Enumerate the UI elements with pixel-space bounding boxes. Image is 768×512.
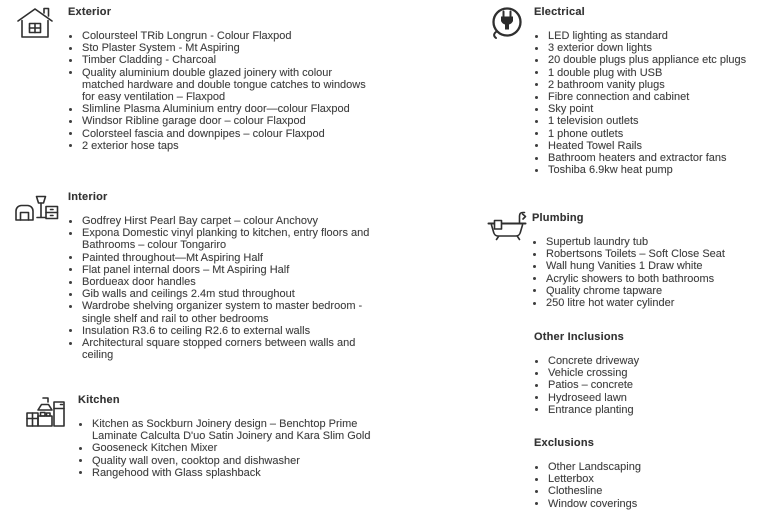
spec-item: Bathroom heaters and extractor fans: [534, 152, 762, 164]
house-icon: [15, 6, 68, 40]
section-other-inclusions: [534, 331, 760, 416]
spec-item: Gooseneck Kitchen Mixer: [78, 442, 400, 454]
section-title-exterior: Exterior: [68, 6, 112, 18]
spec-item: 250 litre hot water cylinder: [532, 297, 760, 309]
electrical-items: [534, 30, 762, 176]
interior-items: [68, 215, 370, 361]
spec-item: Fibre connection and cabinet: [534, 91, 762, 103]
spec-item: Bordueax door handles: [68, 276, 370, 288]
spec-item: Clothesline: [534, 485, 760, 497]
section-title-kitchen: Kitchen: [78, 394, 120, 406]
spec-item: 1 television outlets: [534, 115, 762, 127]
spec-item: Letterbox: [534, 473, 760, 485]
other-inclusions-items: [534, 355, 760, 416]
spec-item: Expona Domestic vinyl planking to kitchen, entry floors and Bathrooms – colour Tongariro: [68, 227, 370, 251]
kitchen-items: [78, 418, 400, 479]
spec-item: Patios – concrete: [534, 379, 760, 391]
spec-item: Sto Plaster System - Mt Aspiring: [68, 42, 370, 54]
spec-item: Supertub laundry tub: [532, 236, 760, 248]
spec-item: Window coverings: [534, 498, 760, 510]
spec-item: LED lighting as standard: [534, 30, 762, 42]
section-title-plumbing: Plumbing: [532, 212, 584, 224]
spec-item: Flat panel internal doors – Mt Aspiring Half: [68, 264, 370, 276]
spec-item: Quality chrome tapware: [532, 285, 760, 297]
spec-item: Sky point: [534, 103, 762, 115]
spec-item: Toshiba 6.9kw heat pump: [534, 164, 762, 176]
section-electrical: [488, 6, 763, 176]
spec-item: Robertsons Toilets – Soft Close Seat: [532, 248, 760, 260]
kitchen-icon: [25, 394, 78, 430]
spec-item: Quality aluminium double glazed joinery with colour matched hardware and double tongue catches to windows for easy ventilation – Flaxpod: [68, 67, 370, 104]
section-title-exclusions: Exclusions: [534, 437, 595, 449]
spec-item: 3 exterior down lights: [534, 42, 762, 54]
exterior-items: [68, 30, 370, 152]
spec-item: Insulation R3.6 to ceiling R2.6 to external walls: [68, 325, 370, 337]
spec-item: 20 double plugs plus appliance etc plugs: [534, 54, 762, 66]
spec-item: Colorsteel fascia and downpipes – colour Flaxpod: [68, 128, 370, 140]
section-title-interior: Interior: [68, 191, 108, 203]
section-plumbing: [486, 212, 763, 309]
spec-item: Hydroseed lawn: [534, 392, 760, 404]
spec-item: Coloursteel TRib Longrun - Colour Flaxpod: [68, 30, 370, 42]
furniture-icon: [13, 191, 68, 223]
spec-item: 1 phone outlets: [534, 128, 762, 140]
spec-item: Gib walls and ceilings 2.4m stud throughout: [68, 288, 370, 300]
spec-item: Slimline Plasma Aluminium entry door—colour Flaxpod: [68, 103, 370, 115]
spec-item: Vehicle crossing: [534, 367, 760, 379]
spec-item: Timber Cladding - Charcoal: [68, 54, 370, 66]
spec-item: 2 exterior hose taps: [68, 140, 370, 152]
spec-item: Heated Towel Rails: [534, 140, 762, 152]
bathtub-icon: [486, 209, 532, 241]
spec-item: Godfrey Hirst Pearl Bay carpet – colour Anchovy: [68, 215, 370, 227]
spec-item: Windsor Ribline garage door – colour Flaxpod: [68, 115, 370, 127]
spec-item: Painted throughout—Mt Aspiring Half: [68, 252, 370, 264]
spec-item: Other Landscaping: [534, 461, 760, 473]
section-exclusions: [534, 437, 760, 510]
spec-item: 1 double plug with USB: [534, 67, 762, 79]
spec-item: Kitchen as Sockburn Joinery design – Benchtop Prime Laminate Calculta D'uo Satin Joinery and Kara Slim Gold: [78, 418, 400, 442]
section-interior: [13, 191, 415, 361]
plug-icon: [488, 4, 534, 42]
spec-item: Concrete driveway: [534, 355, 760, 367]
plumbing-items: [532, 236, 760, 309]
exclusions-items: [534, 461, 760, 510]
section-title-other-inclusions: Other Inclusions: [534, 331, 624, 343]
spec-item: Quality wall oven, cooktop and dishwasher: [78, 455, 400, 467]
spec-item: Entrance planting: [534, 404, 760, 416]
spec-item: Wall hung Vanities 1 Draw white: [532, 260, 760, 272]
spec-item: Rangehood with Glass splashback: [78, 467, 400, 479]
section-kitchen: [25, 394, 425, 479]
spec-item: Architectural square stopped corners between walls and ceiling: [68, 337, 370, 361]
spec-item: Acrylic showers to both bathrooms: [532, 273, 760, 285]
spec-item: Wardrobe shelving organizer system to master bedroom -single shelf and rail to other bedrooms: [68, 300, 370, 324]
spec-item: 2 bathroom vanity plugs: [534, 79, 762, 91]
section-title-electrical: Electrical: [534, 6, 585, 18]
section-exterior: [15, 6, 415, 152]
